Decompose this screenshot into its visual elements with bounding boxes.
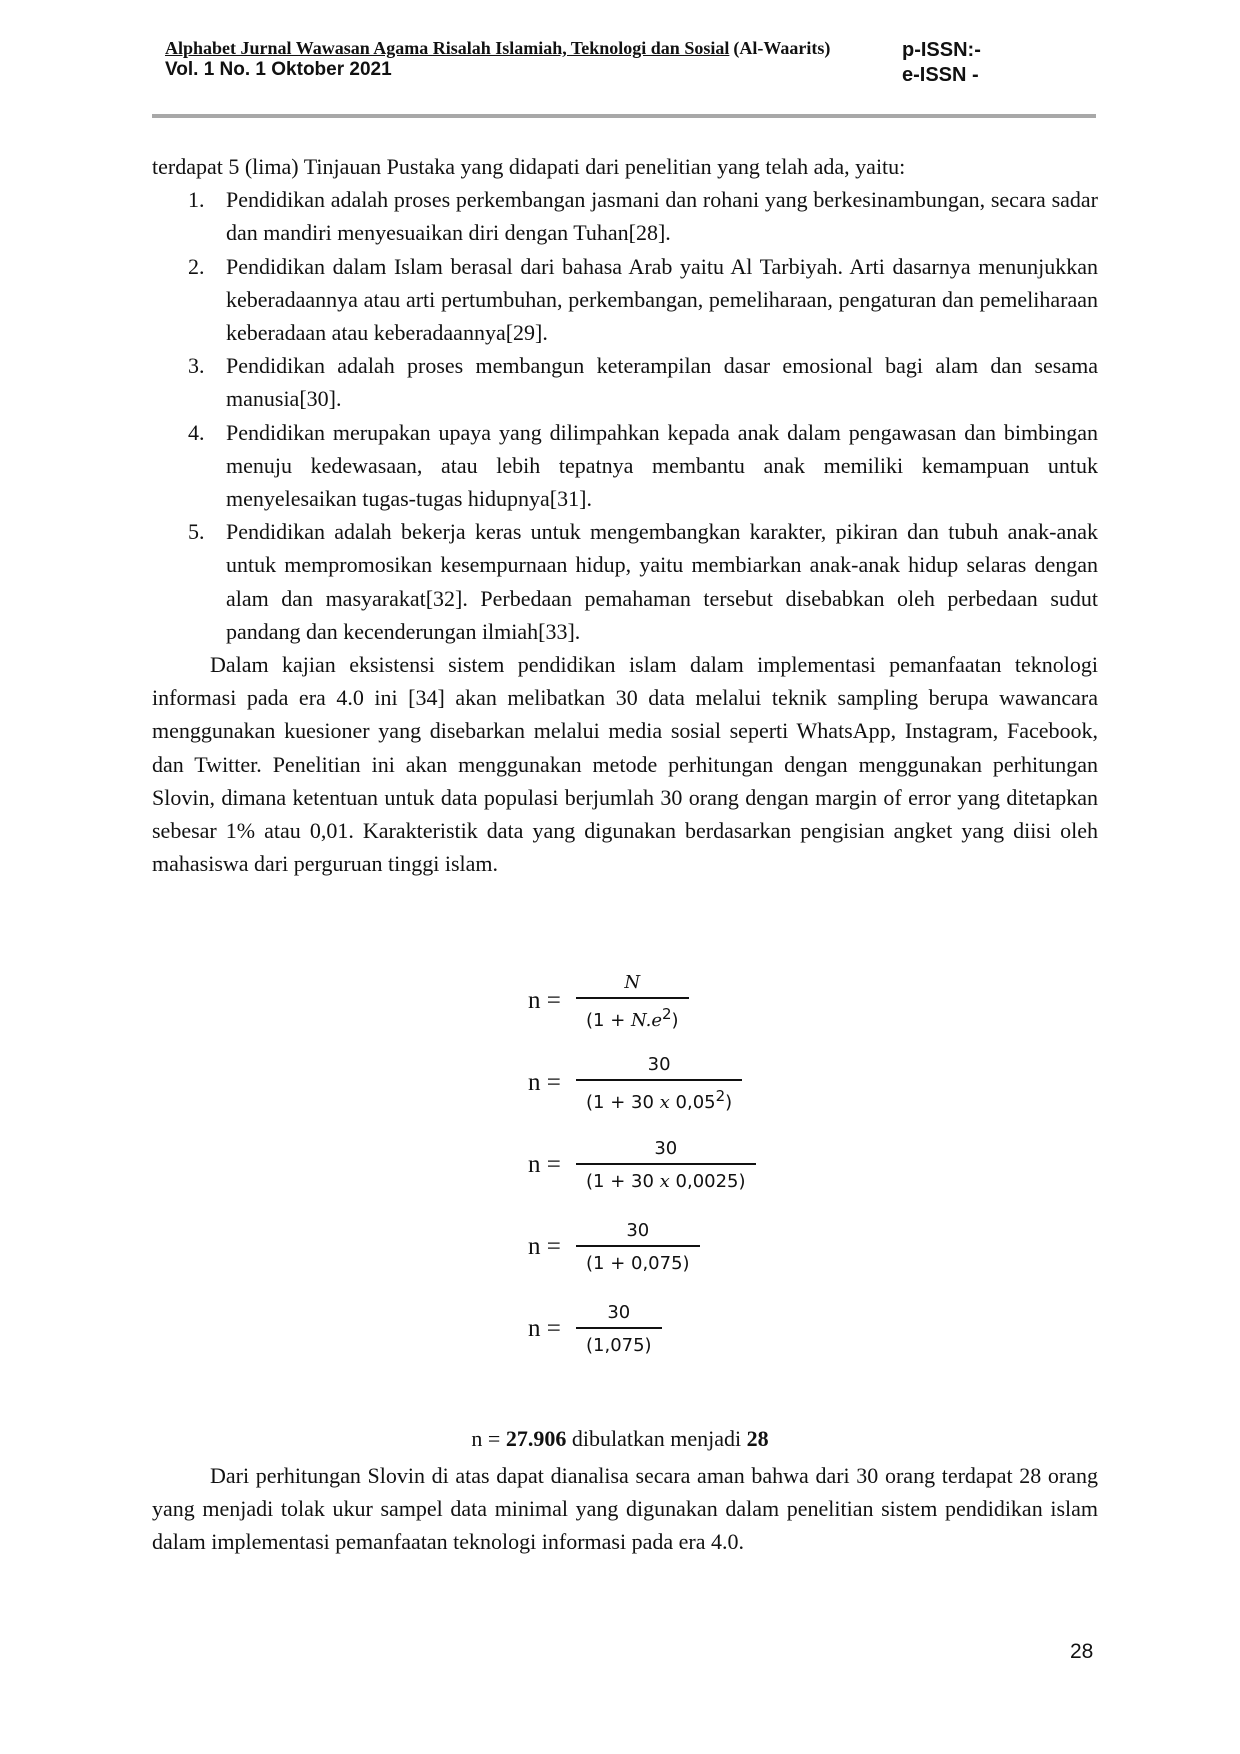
fraction — [576, 1302, 662, 1356]
list-text: Pendidikan adalah proses perkembangan jasmani dan rohani yang berkesinambungan, secara sadar dan mandiri menyesuaikan diri dengan Tuhan[28]. — [226, 187, 1098, 246]
formula-5 — [528, 1288, 756, 1370]
numerator: N — [624, 971, 641, 993]
formula-lhs: n = — [528, 1151, 561, 1178]
fraction — [576, 972, 689, 1031]
formula-lhs: n = — [528, 1233, 561, 1260]
formula-2 — [528, 1042, 756, 1124]
list-item — [152, 183, 1098, 249]
fraction — [576, 1138, 756, 1192]
slovin-formulas — [528, 960, 756, 1370]
fraction — [576, 1054, 742, 1113]
tinjauan-list — [152, 183, 1098, 648]
body-text — [152, 150, 1098, 880]
result-rounded: 28 — [746, 1426, 769, 1451]
slovin-result: n = 27.906 dibulatkan menjadi 28 — [471, 1426, 769, 1451]
intro-line: terdapat 5 (lima) Tinjauan Pustaka yang didapati dari penelitian yang telah ada, yaitu: — [152, 154, 906, 179]
running-header — [165, 38, 830, 81]
list-number: 4. — [188, 419, 205, 445]
denominator: $(1 + N.e^2)$ — [576, 997, 689, 1031]
fraction — [576, 1220, 700, 1274]
list-number: 5. — [188, 519, 205, 545]
formula-1 — [528, 960, 756, 1042]
list-item — [152, 515, 1098, 648]
denominator: (1,075) — [576, 1327, 662, 1356]
eissn: e-ISSN - — [902, 64, 979, 86]
numerator: 30 — [647, 1053, 671, 1075]
formula-lhs: n = — [528, 1315, 561, 1342]
journal-suffix: (Al-Waarits) — [733, 38, 831, 58]
denominator: (1 + 0,075) — [576, 1245, 700, 1274]
body-text-conclusion — [152, 1459, 1098, 1559]
paragraph-conclusion: Dari perhitungan Slovin di atas dapat dianalisa secara aman bahwa dari 30 orang terdapat 28 orang yang menjadi tolak ukur sampel data minimal yang digunakan dalam penelitian sistem pendidikan islam dalam implementasi pemanfaatan teknologi informasi pada era 4.0. — [152, 1463, 1098, 1555]
header-rule — [152, 114, 1096, 118]
list-item — [152, 416, 1098, 516]
formula-lhs: n = — [528, 1069, 561, 1096]
list-text: Pendidikan dalam Islam berasal dari bahasa Arab yaitu Al Tarbiyah. Arti dasarnya menunjukkan keberadaannya atau arti pertumbuhan, perkembangan, pemeliharaan, pengaturan dan pemeliharaan keberadaan atau keberadaannya[29]. — [226, 253, 1098, 346]
list-item — [152, 250, 1098, 350]
list-number: 2. — [188, 253, 205, 279]
formula-lhs: n = — [528, 987, 561, 1014]
volume-info: Vol. 1 No. 1 Oktober 2021 — [165, 59, 392, 80]
list-item — [152, 349, 1098, 415]
numerator: 30 — [626, 1220, 650, 1241]
numerator: 30 — [654, 1138, 678, 1159]
denominator: (1 + 30 x 0,0025) — [576, 1163, 756, 1192]
formula-4 — [528, 1206, 756, 1288]
list-number: 1. — [188, 187, 205, 213]
formula-3 — [528, 1124, 756, 1206]
list-text: Pendidikan adalah bekerja keras untuk mengembangkan karakter, pikiran dan tubuh anak-anak untuk mempromosikan kesempurnaan hidup, yaitu membiarkan anak-anak hidup selaras dengan alam dan masyarakat[32]. Perbedaan pemahaman tersebut disebabkan oleh perbedaan sudut pandang dan kecenderungan ilmiah[33]. — [226, 519, 1098, 644]
list-number: 3. — [188, 353, 205, 379]
list-text: Pendidikan adalah proses membangun keterampilan dasar emosional bagi alam dan sesama manusia[30]. — [226, 353, 1098, 412]
numerator: 30 — [607, 1302, 631, 1323]
issn-block — [902, 38, 981, 88]
result-value: 27.906 — [505, 1426, 567, 1451]
denominator: (1 + 30 x 0,05$^2$) — [576, 1079, 742, 1113]
pissn: p-ISSN:- — [902, 39, 981, 61]
paragraph-methodology: Dalam kajian eksistensi sistem pendidikan islam dalam implementasi pemanfaatan teknologi informasi pada era 4.0 ini [34] akan melibatkan 30 data melalui teknik sampling berupa wawancara menggunakan kuesioner yang disebarkan melalui media sosial seperti WhatsApp, Instagram, Facebook, dan Twitter. Penelitian ini akan menggunakan metode perhitungan dengan menggunakan perhitungan Slovin, dimana ketentuan untuk data populasi berjumlah 30 orang dengan margin of error yang ditetapkan sebesar 1% atau 0,01. Karakteristik data yang digunakan berdasarkan pengisian angket yang diisi oleh mahasiswa dari perguruan tinggi islam. — [152, 652, 1098, 877]
journal-title: Alphabet Jurnal Wawasan Agama Risalah Islamiah, Teknologi dan Sosial — [165, 38, 730, 58]
list-text: Pendidikan merupakan upaya yang dilimpahkan kepada anak dalam pengawasan dan bimbingan menuju kedewasaan, atau lebih tepatnya membantu anak memiliki kemampuan untuk menyelesaikan tugas-tugas hidupnya[31]. — [226, 419, 1098, 512]
page-number: 28 — [1070, 1640, 1094, 1663]
